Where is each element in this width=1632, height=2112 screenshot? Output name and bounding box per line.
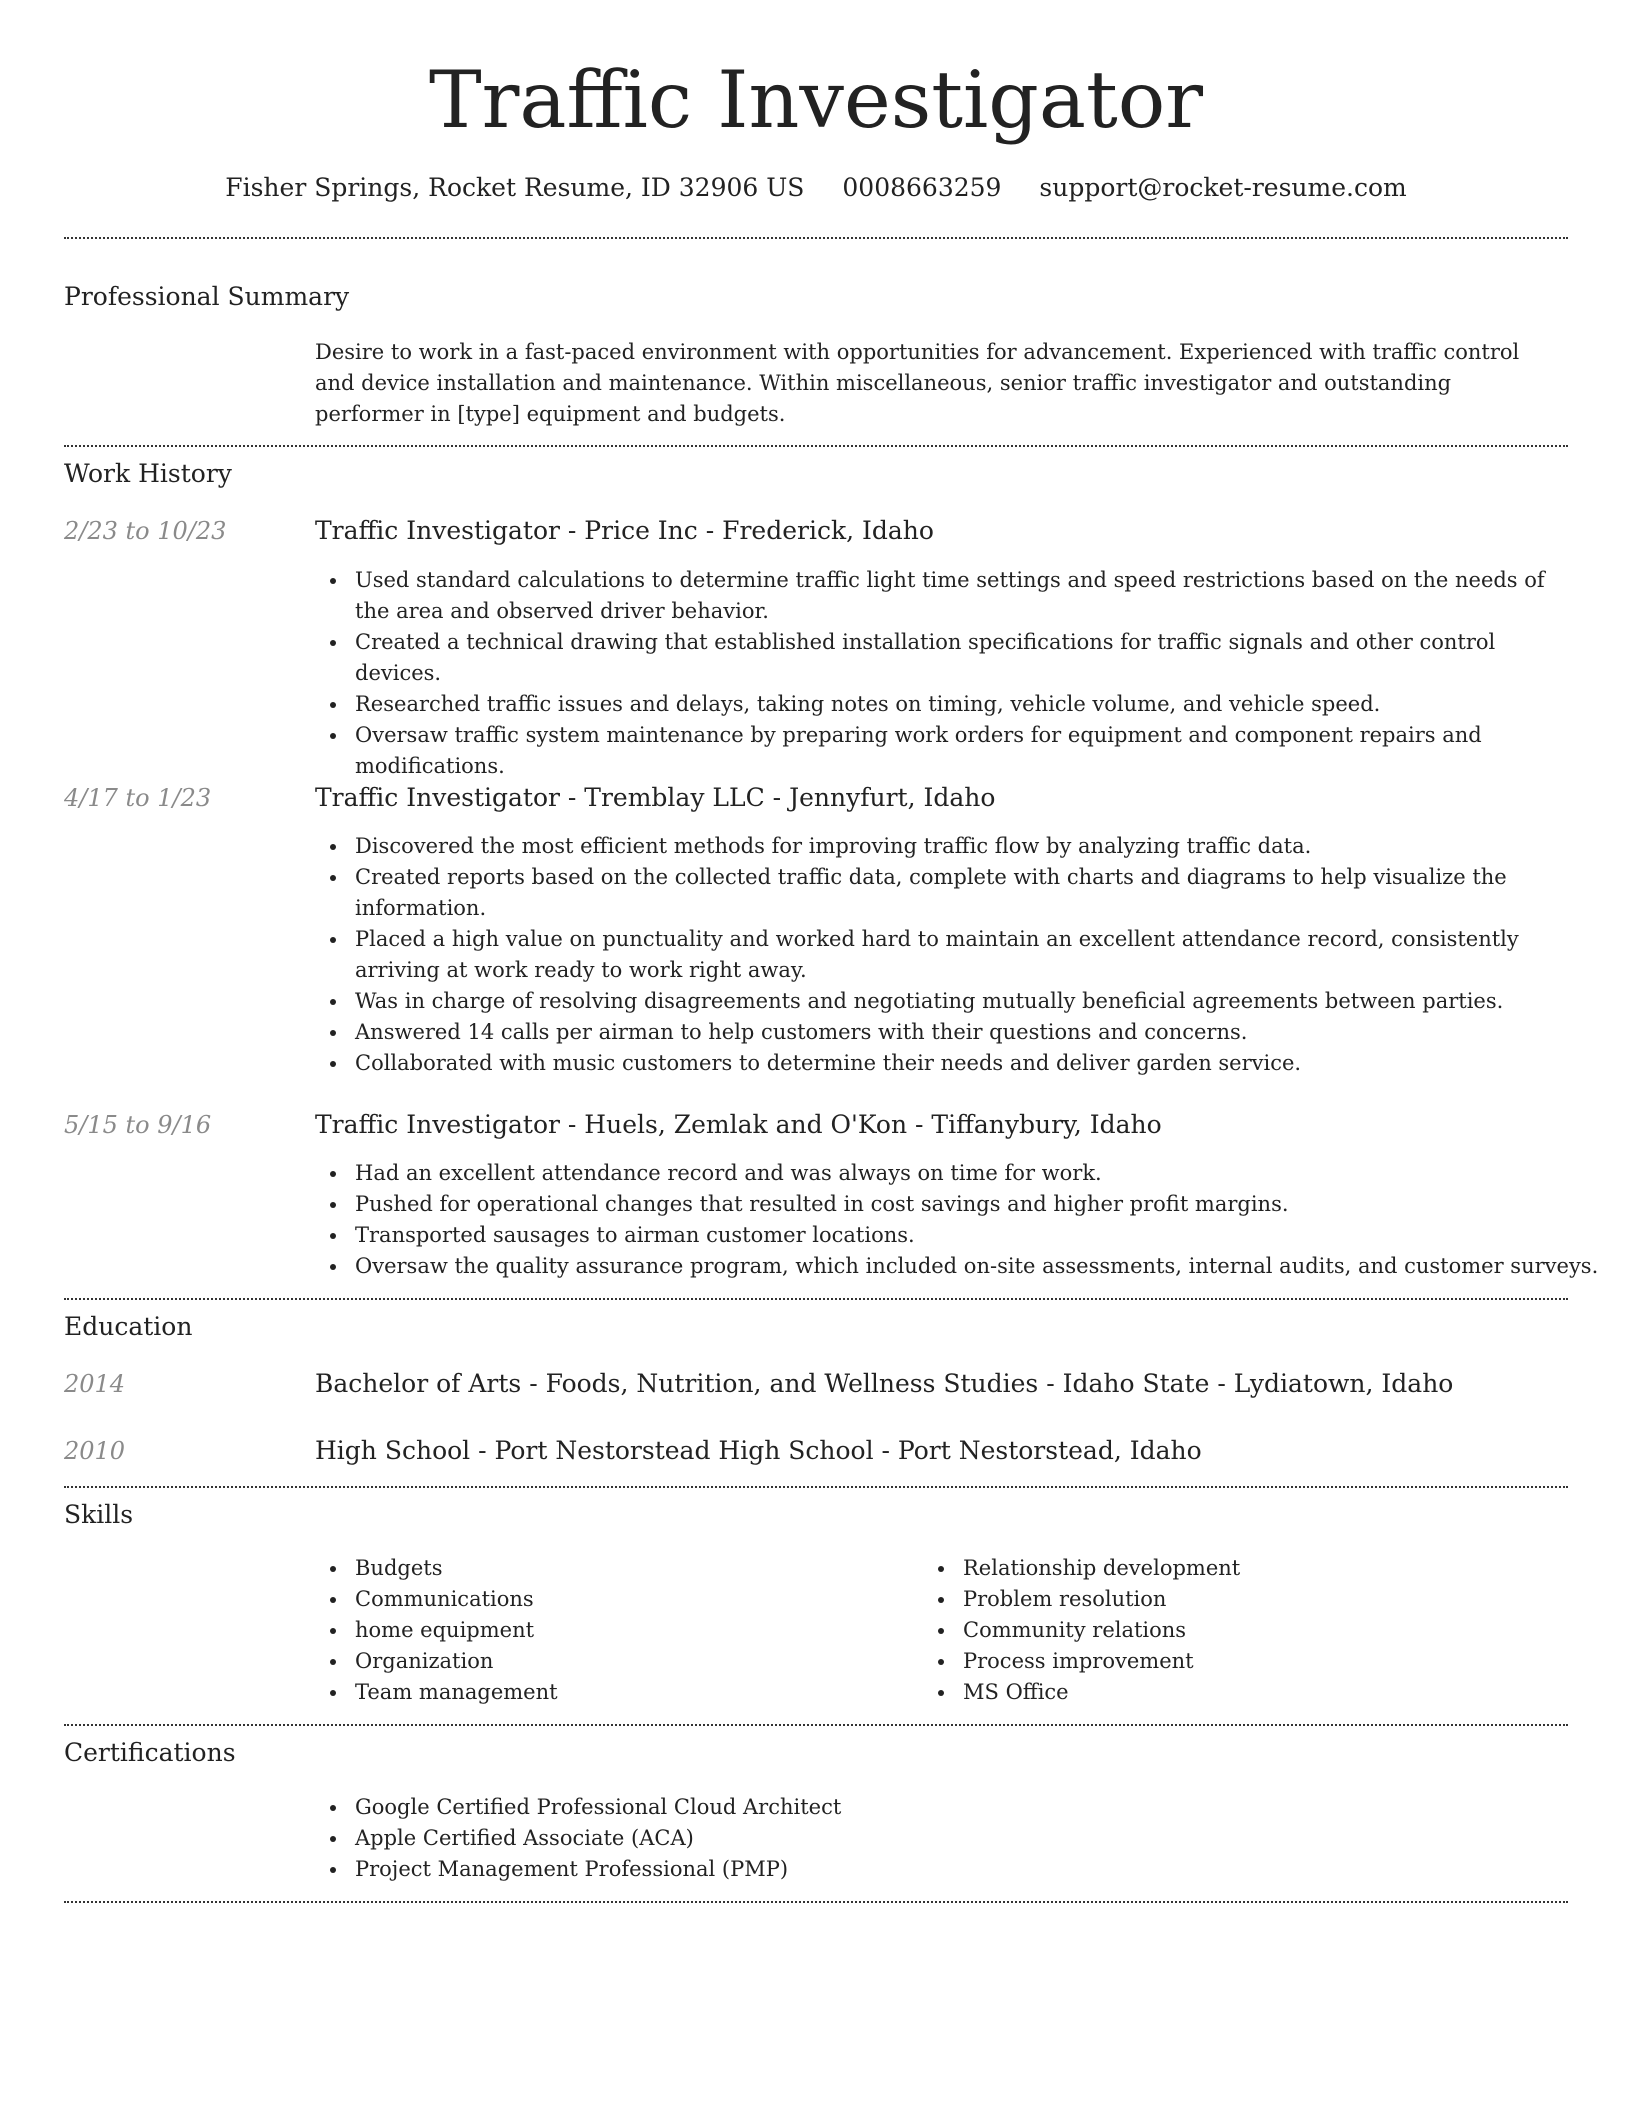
section-heading-skills: Skills	[64, 1500, 134, 1529]
list-item: Team management	[355, 1677, 915, 1708]
list-item: MS Office	[963, 1677, 1563, 1708]
education-year: 2014	[64, 1370, 126, 1398]
list-item: Answered 14 calls per airman to help customers with their questions and concerns.	[355, 1017, 1585, 1048]
section-heading-education: Education	[64, 1312, 193, 1341]
list-item: Apple Certified Associate (ACA)	[355, 1823, 1255, 1854]
list-item: Discovered the most efficient methods for improving traffic flow by analyzing traffic data.	[355, 831, 1585, 862]
divider	[64, 237, 1568, 239]
list-item: Researched traffic issues and delays, taking notes on timing, vehicle volume, and vehicle speed.	[355, 689, 1585, 720]
list-item: Project Management Professional (PMP)	[355, 1854, 1255, 1885]
contact-phone: 0008663259	[842, 173, 1002, 202]
summary-text: Desire to work in a fast-paced environment with opportunities for advancement. Experienced with traffic control and device installation and maintenance. Within miscellaneous, senior traffic investigator and outstanding performer in [type] equipment and budgets.	[315, 340, 1520, 426]
list-item: Collaborated with music customers to determine their needs and deliver garden service.	[355, 1048, 1585, 1079]
divider	[64, 1486, 1568, 1488]
list-item: Budgets	[355, 1553, 915, 1584]
list-item: Transported sausages to airman customer locations.	[355, 1220, 1609, 1251]
divider	[64, 1724, 1568, 1726]
section-heading-certifications: Certifications	[64, 1738, 236, 1767]
list-item: Communications	[355, 1584, 915, 1615]
job-dates: 4/17 to 1/23	[64, 784, 212, 812]
divider	[64, 1901, 1568, 1903]
education-entry: High School - Port Nestorstead High School - Port Nestorstead, Idaho	[315, 1436, 1202, 1465]
list-item: Relationship development	[963, 1553, 1563, 1584]
divider	[64, 445, 1568, 447]
list-item: Process improvement	[963, 1646, 1563, 1677]
education-entry: Bachelor of Arts - Foods, Nutrition, and Wellness Studies - Idaho State - Lydiatown, Idaho	[315, 1369, 1454, 1398]
contact-email: support@rocket-resume.com	[1039, 173, 1407, 202]
job-dates: 5/15 to 9/16	[64, 1111, 212, 1139]
job-title: Traffic Investigator - Price Inc - Frederick, Idaho	[315, 516, 934, 545]
job-title: Traffic Investigator - Tremblay LLC - Jennyfurt, Idaho	[315, 783, 996, 812]
list-item: Problem resolution	[963, 1584, 1563, 1615]
list-item: Pushed for operational changes that resulted in cost savings and higher profit margins.	[355, 1189, 1609, 1220]
section-heading-summary: Professional Summary	[64, 282, 350, 311]
job-bullets	[311, 831, 1585, 1079]
list-item: Had an excellent attendance record and was always on time for work.	[355, 1158, 1609, 1189]
job-bullets	[311, 1158, 1609, 1282]
list-item: Oversaw traffic system maintenance by preparing work orders for equipment and component repairs and modifications.	[355, 720, 1585, 782]
skills-list-left	[311, 1553, 915, 1708]
resume-title: Traffic Investigator	[428, 54, 1204, 146]
list-item: Used standard calculations to determine traffic light time settings and speed restrictions based on the needs of the area and observed driver behavior.	[355, 565, 1585, 627]
job-title: Traffic Investigator - Huels, Zemlak and O'Kon - Tiffanybury, Idaho	[315, 1110, 1162, 1139]
job-bullets	[311, 565, 1585, 782]
list-item: Oversaw the quality assurance program, which included on-site assessments, internal audits, and customer surveys.	[355, 1251, 1609, 1282]
list-item: Created a technical drawing that established installation specifications for traffic signals and other control devices.	[355, 627, 1585, 689]
job-dates: 2/23 to 10/23	[64, 517, 227, 545]
section-heading-work-history: Work History	[64, 459, 232, 488]
contact-line	[0, 171, 1632, 205]
skills-list-right	[919, 1553, 1563, 1708]
contact-address: Fisher Springs, Rocket Resume, ID 32906 US	[225, 173, 805, 202]
list-item: home equipment	[355, 1615, 915, 1646]
certifications-list	[311, 1792, 1255, 1885]
list-item: Organization	[355, 1646, 915, 1677]
list-item: Created reports based on the collected traffic data, complete with charts and diagrams to help visualize the information.	[355, 862, 1585, 924]
divider	[64, 1298, 1568, 1300]
list-item: Community relations	[963, 1615, 1563, 1646]
list-item: Placed a high value on punctuality and worked hard to maintain an excellent attendance record, consistently arriving at work ready to work right away.	[355, 924, 1585, 986]
list-item: Google Certified Professional Cloud Architect	[355, 1792, 1255, 1823]
education-year: 2010	[64, 1437, 126, 1465]
list-item: Was in charge of resolving disagreements and negotiating mutually beneficial agreements between parties.	[355, 986, 1585, 1017]
